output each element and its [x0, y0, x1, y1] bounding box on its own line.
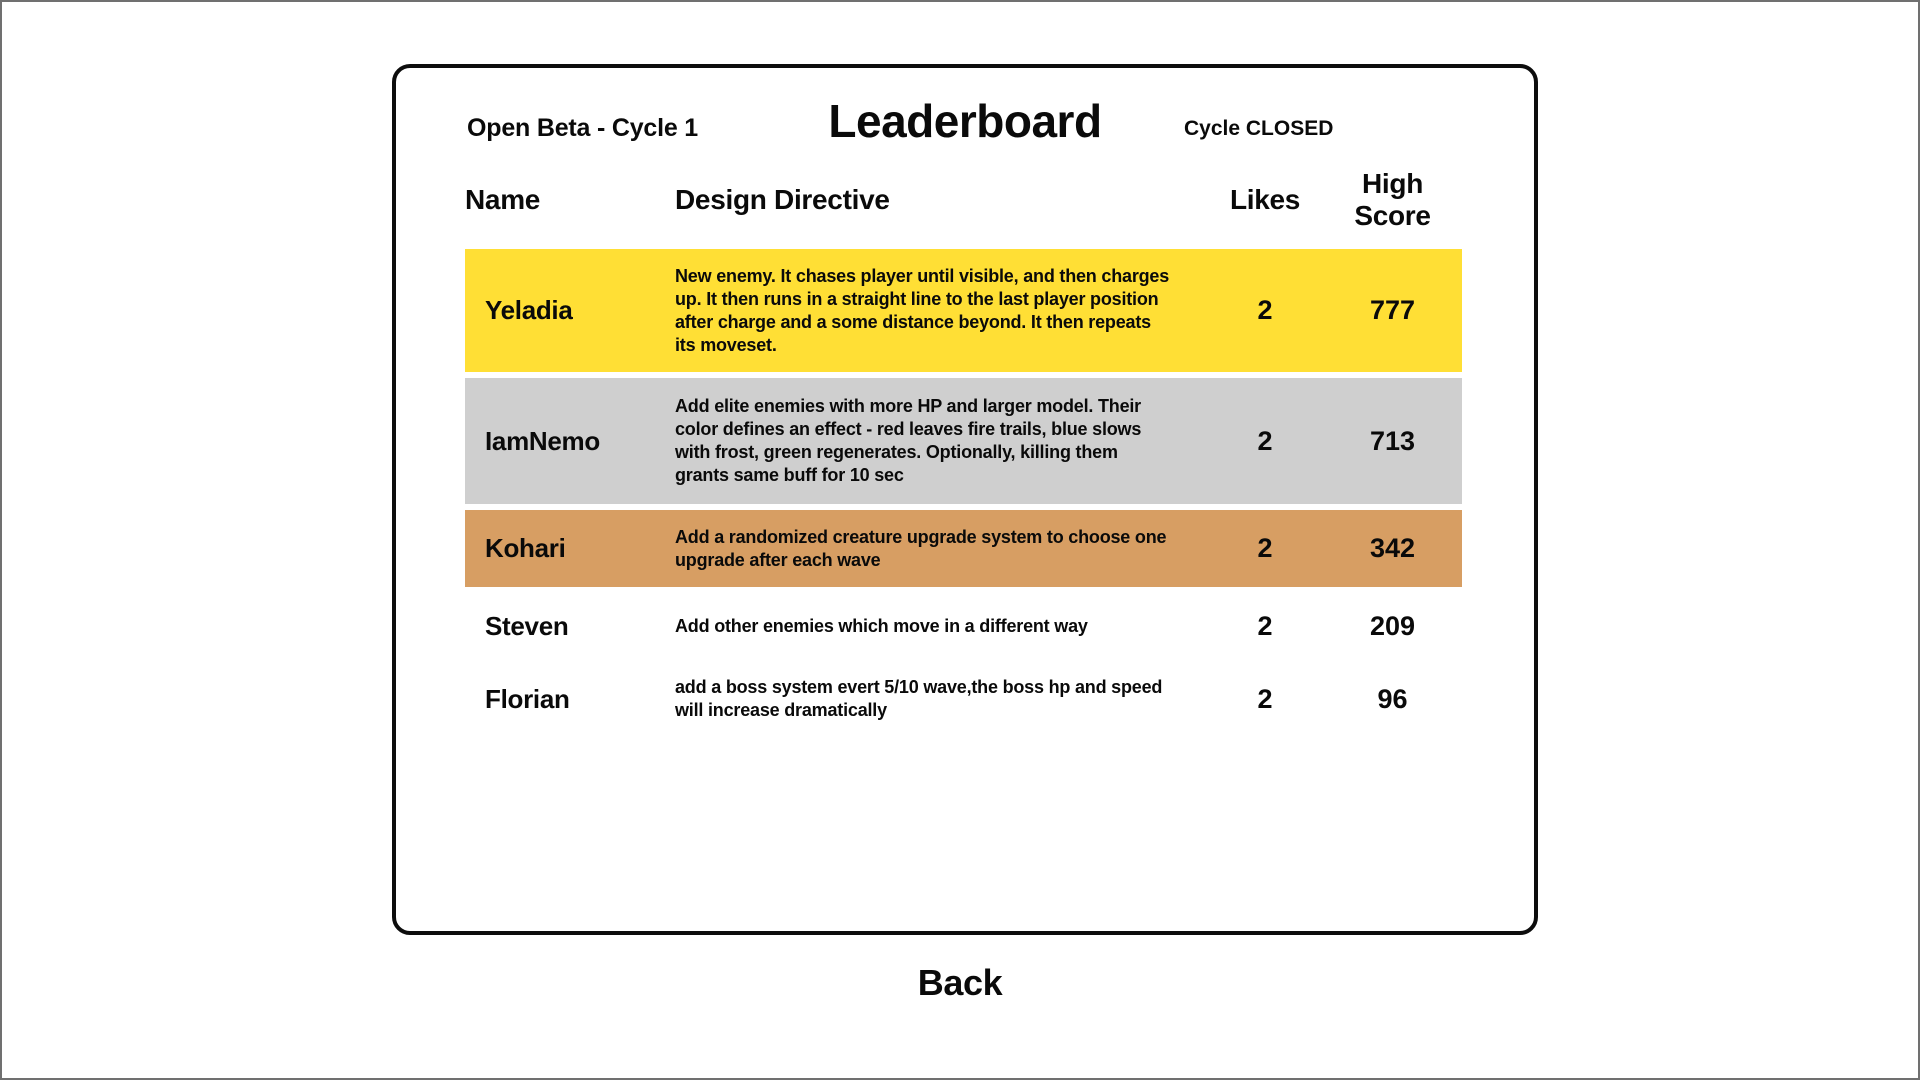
table-header-row — [465, 168, 1462, 231]
page-title: Leaderboard — [828, 95, 1102, 147]
leaderboard-panel — [392, 64, 1538, 935]
player-name: IamNemo — [485, 425, 600, 456]
player-name: Florian — [485, 683, 570, 714]
cycle-status-badge: Cycle CLOSED — [1184, 117, 1334, 140]
leaderboard-table — [465, 168, 1462, 739]
design-directive: Add elite enemies with more HP and larger model. Their color defines an effect - red leaves fire trails, blue slows with frost, green regenerates. Optionally, killing them grants same buff for 10 sec — [675, 396, 1142, 485]
design-directive: add a boss system evert 5/10 wave,the boss hp and speed will increase dramatically — [675, 677, 1163, 720]
cycle-subtitle: Open Beta - Cycle 1 — [467, 114, 699, 142]
design-directive: New enemy. It chases player until visible, and then charges up. It then runs in a straight line to the last player position after charge and a some distance beyond. It then repeats its moveset. — [675, 265, 1170, 355]
player-name: Kohari — [485, 533, 566, 563]
column-header-high-score: High Score — [1354, 168, 1431, 231]
column-header-name: Name — [465, 184, 541, 215]
high-score-value: 342 — [1369, 533, 1416, 563]
column-header-likes: Likes — [1229, 184, 1301, 215]
likes-value: 2 — [1257, 425, 1273, 456]
table-row — [465, 249, 1462, 372]
player-name: Steven — [485, 610, 569, 641]
column-header-directive: Design Directive — [675, 184, 890, 215]
high-score-value: 209 — [1369, 610, 1416, 641]
design-directive: Add a randomized creature upgrade system to choose one upgrade after each wave — [675, 526, 1167, 570]
likes-value: 2 — [1257, 295, 1273, 325]
table-row — [465, 510, 1462, 587]
table-row — [465, 378, 1462, 504]
likes-value: 2 — [1257, 683, 1273, 714]
likes-value: 2 — [1257, 533, 1273, 563]
back-button[interactable]: Back — [917, 962, 1003, 1003]
table-row — [465, 659, 1462, 739]
high-score-value: 96 — [1377, 683, 1408, 714]
high-score-value: 777 — [1369, 295, 1416, 325]
high-score-value: 713 — [1369, 425, 1416, 456]
likes-value: 2 — [1257, 610, 1273, 641]
design-directive: Add other enemies which move in a different way — [675, 615, 1088, 636]
player-name: Yeladia — [485, 295, 573, 325]
table-row — [465, 593, 1462, 659]
